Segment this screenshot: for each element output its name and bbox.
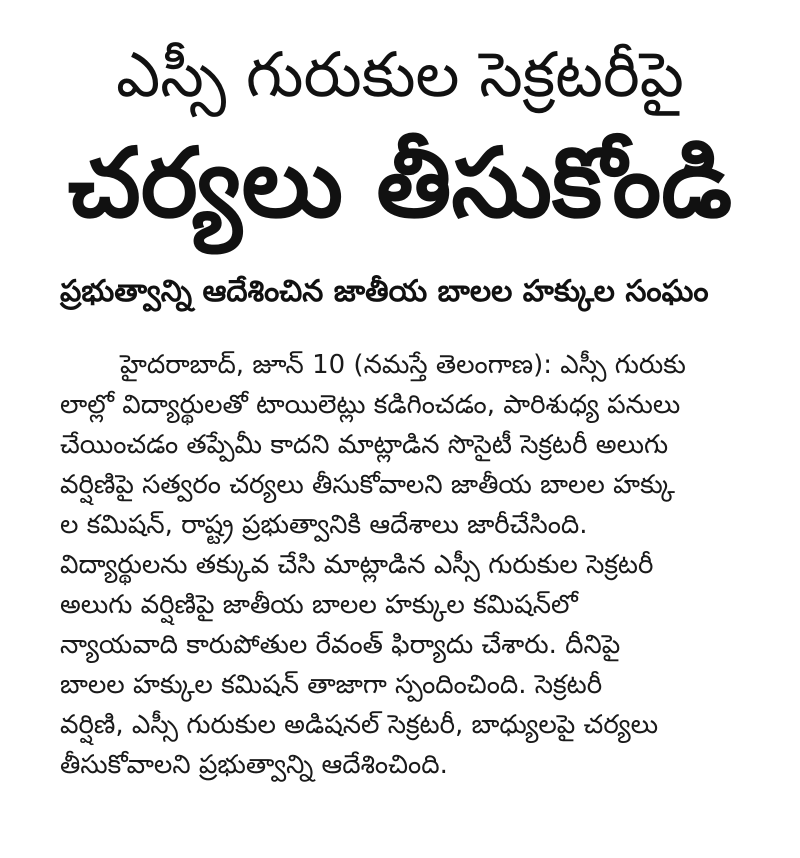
article-body [60, 345, 760, 785]
body-line: న్యాయవాది కారుపోతుల రేవంత్ ఫిర్యాదు చేశారు. దీనిపై [60, 630, 621, 660]
body-line: అలుగు వర్షిణిపై జాతీయ బాలల హక్కుల కమిషన్‌లో [60, 590, 578, 620]
body-line: హైదరాబాద్, జూన్ 10 (నమస్తే తెలంగాణ): ఎస్సీ గురుకు [120, 350, 686, 380]
body-line: చేయించడం తప్పేమీ కాదని మాట్లాడిన సొసైటీ సెక్రటరీ అలుగు [60, 430, 669, 460]
body-line: ల కమిషన్, రాష్ట్ర ప్రభుత్వానికి ఆదేశాలు జారీచేసింది. [60, 510, 588, 540]
headline-line-2: చర్యలు తీసుకోండి [67, 127, 733, 239]
body-line: బాలల హక్కుల కమిషన్ తాజాగా స్పందించింది. సెక్రటరీ [60, 670, 603, 700]
body-line: వర్షిణిపై సత్వరం చర్యలు తీసుకోవాలని జాతీయ బాలల హక్కు [60, 470, 675, 500]
subheadline: ప్రభుత్వాన్ని ఆదేశించిన జాతీయ బాలల హక్కుల సంఘం [60, 274, 709, 309]
headline-line-1: ఎస్సీ గురుకుల సెక్రటరీపై [116, 38, 684, 111]
body-line: విద్యార్థులను తక్కువ చేసి మాట్లాడిన ఎస్సీ గురుకుల సెక్రటరీ [60, 550, 654, 580]
body-line: లాల్లో విద్యార్థులతో టాయిలెట్లు కడిగించడం, పారిశుధ్య పనులు [60, 390, 681, 420]
body-line: వర్షిణి, ఎస్సీ గురుకుల అడిషనల్ సెక్రటరీ, బాధ్యులపై చర్యలు [60, 710, 659, 740]
body-line: తీసుకోవాలని ప్రభుత్వాన్ని ఆదేశించింది. [60, 750, 448, 780]
